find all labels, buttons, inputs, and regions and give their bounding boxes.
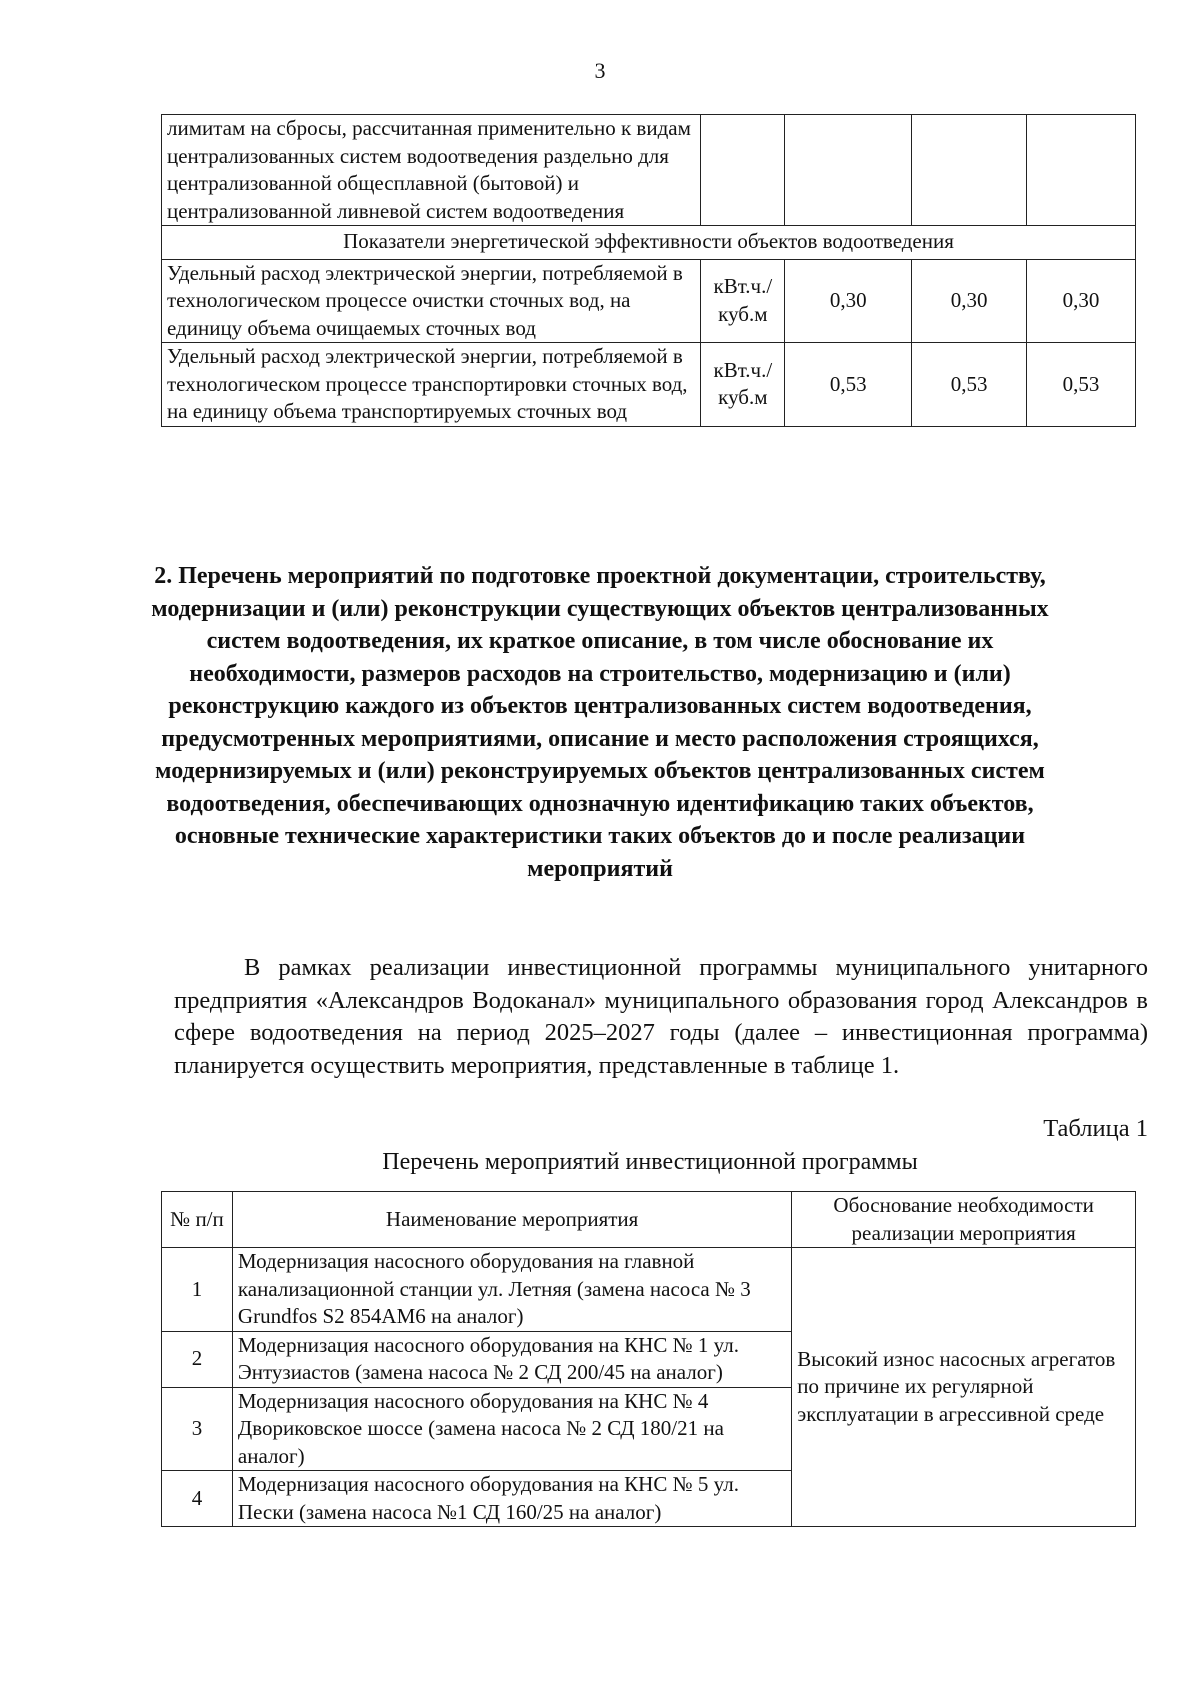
table-number: Таблица 1	[1043, 1115, 1148, 1142]
table-row	[162, 226, 1136, 260]
indicator-name: лимитам на сбросы, рассчитанная применительно к видам централизованных систем водоотведения раздельно для централизованной общесплавной (бытовой) и централизованной ливневой систем водоотведения	[162, 115, 701, 226]
body-paragraph: В рамках реализации инвестиционной программы муниципального унитарного предприятия «Александров Водоканал» муниципального образования город Александров в сфере водоотведения на период 2025–2027 годы (далее – инвестиционная программа) планируется осуществить мероприятия, представленные в таблице 1.	[174, 954, 1148, 1079]
row-number: 2	[162, 1331, 233, 1387]
measure-name: Модернизация насосного оборудования на главной канализационной станции ул. Летняя (замена насоса № 3 Grundfos S2 854AM6 на аналог)	[232, 1248, 791, 1332]
measure-name: Модернизация насосного оборудования на КНС № 5 ул. Пески (замена насоса №1 СД 160/25 на аналог)	[232, 1471, 791, 1527]
header-justification: Обоснование необходимости реализации мероприятия	[792, 1192, 1136, 1248]
table-row	[162, 259, 1136, 343]
indicator-value: 0,53	[785, 343, 912, 427]
indicator-name: Удельный расход электрической энергии, потребляемой в технологическом процессе транспортировки сточных вод, на единицу объема транспортируемых сточных вод	[162, 343, 701, 427]
table-row	[162, 343, 1136, 427]
indicator-unit	[701, 115, 785, 226]
indicator-name: Удельный расход электрической энергии, потребляемой в технологическом процессе очистки сточных вод, на единицу объема очищаемых сточных вод	[162, 259, 701, 343]
justification-cell: Высокий износ насосных агрегатов по причине их регулярной эксплуатации в агрессивной среде	[792, 1248, 1136, 1527]
table-header-row	[162, 1192, 1136, 1248]
measures-table	[161, 1191, 1136, 1527]
header-name: Наименование мероприятия	[232, 1192, 791, 1248]
indicator-unit: кВт.ч./ куб.м	[701, 259, 785, 343]
row-number: 4	[162, 1471, 233, 1527]
header-num: № п/п	[162, 1192, 233, 1248]
measure-name: Модернизация насосного оборудования на КНС № 1 ул. Энтузиастов (замена насоса № 2 СД 200/45 на аналог)	[232, 1331, 791, 1387]
indicator-value	[912, 115, 1027, 226]
indicator-value: 0,53	[912, 343, 1027, 427]
indicator-unit: кВт.ч./ куб.м	[701, 343, 785, 427]
indicator-value: 0,30	[912, 259, 1027, 343]
indicator-value: 0,30	[785, 259, 912, 343]
measure-name: Модернизация насосного оборудования на КНС № 4 Двориковское шоссе (замена насоса № 2 СД 180/21 на аналог)	[232, 1387, 791, 1471]
row-number: 1	[162, 1248, 233, 1332]
indicator-value: 0,30	[1027, 259, 1136, 343]
indicator-value	[785, 115, 912, 226]
section-heading: 2. Перечень мероприятий по подготовке проектной документации, строительству, модернизации и (или) реконструкции существующих объектов централизованных систем водоотведения, их краткое описание, в том числе обоснование их необходимости, размеров расходов на строительство, модернизацию и (или) реконструкцию каждого из объектов централизованных систем водоотведения, предусмотренных мероприятиями, описание и место расположения строящихся, модернизируемых и (или) реконструируемых объектов централизованных систем водоотведения, обеспечивающих однозначную идентификацию таких объектов, основные технические характеристики таких объектов до и после реализации мероприятий	[151, 563, 1049, 882]
table-caption: Перечень мероприятий инвестиционной программы	[382, 1149, 918, 1175]
indicators-table	[161, 114, 1136, 427]
table-row	[162, 115, 1136, 226]
row-number: 3	[162, 1387, 233, 1471]
section-row-title: Показатели энергетической эффективности объектов водоотведения	[162, 226, 1136, 260]
table-row	[162, 1248, 1136, 1332]
indicator-value	[1027, 115, 1136, 226]
page-number: 3	[594, 58, 606, 83]
indicator-value: 0,53	[1027, 343, 1136, 427]
